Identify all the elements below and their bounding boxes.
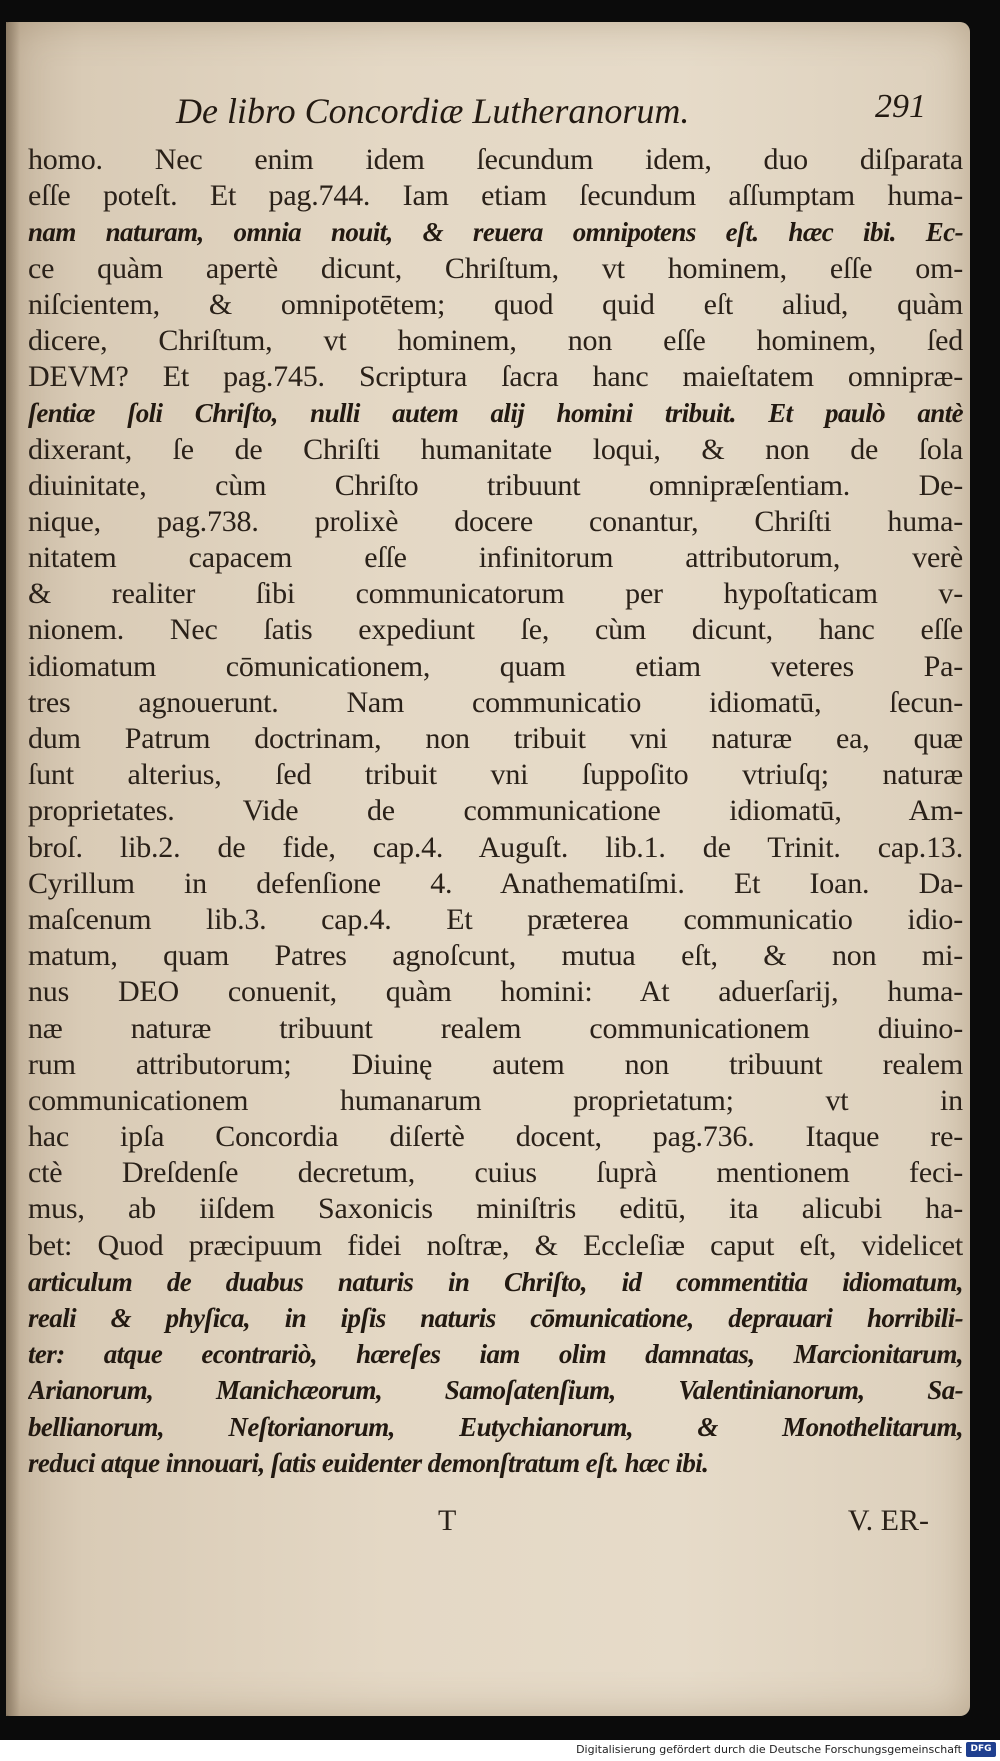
text-line: eſſe poteſt. Et pag.744. Iam etiam ſecundum aſſumptam huma- <box>28 179 963 213</box>
text-line: dum Patrum doctrinam, non tribuit vni naturæ ea, quæ <box>28 722 963 755</box>
text-line: rum attributorum; Diuinę autem non tribuunt realem <box>28 1047 963 1081</box>
text-line: diuinitate, cùm Chriſto tribuunt omnipræſentiam. De- <box>28 468 963 502</box>
text-line: proprietates. Vide de communicatione idiomatū, Am- <box>28 794 963 828</box>
text-line: niſcientem, & omnipotētem; quod quid eſt aliud, quàm <box>28 287 963 321</box>
text-line: tres agnouerunt. Nam communicatio idiomatū, ſecun- <box>28 685 963 719</box>
text-line: idiomatum cōmunicationem, quam etiam veteres Pa- <box>28 649 963 683</box>
funding-credit: Digitalisierung gefördert durch die Deutsche Forschungsgemeinschaft <box>576 1743 962 1756</box>
text-line: maſcenum lib.3. cap.4. Et præterea communicatio idio- <box>28 902 963 936</box>
text-line: broſ. lib.2. de fide, cap.4. Auguſt. lib.1. de Trinit. cap.13. <box>28 830 963 864</box>
text-line: dicere, Chriſtum, vt hominem, non eſſe hominem, ſed <box>28 323 963 357</box>
text-line: reali & phyſica, in ipſis naturis cōmunicatione, deprauari horribili- <box>28 1303 963 1333</box>
text-line: communicationem humanarum proprietatum; vt in <box>28 1083 963 1117</box>
text-line: bet: Quod præcipuum fidei noſtræ, & Eccleſiæ caput eſt, videlicet <box>28 1228 963 1262</box>
text-line: ſunt alterius, ſed tribuit vni ſuppoſito vtriuſq; naturæ <box>28 758 963 792</box>
text-line: mus, ab iiſdem Saxonicis miniſtris editū, ita alicubi ha- <box>28 1192 963 1226</box>
text-line: ſentiæ ſoli Chriſto, nulli autem alij homini tribuit. Et paulò antè <box>28 398 963 429</box>
digitization-footer <box>0 1740 1000 1761</box>
text-line: nionem. Nec ſatis expediunt ſe, cùm dicunt, hanc eſſe <box>28 613 963 647</box>
catchword: V. ER- <box>847 1504 929 1537</box>
signature-mark: T <box>438 1504 457 1537</box>
dfg-logo: DFG <box>966 1742 996 1757</box>
text-line: bellianorum, Neſtorianorum, Eutychianorum, & Monothelitarum, <box>28 1411 963 1442</box>
text-line: næ naturæ tribuunt realem communicationem diuino- <box>28 1011 963 1045</box>
running-title: De libro Concordiæ Lutheranorum. <box>176 91 690 131</box>
text-line: hac ipſa Concordia diſertè docent, pag.736. Itaque re- <box>28 1120 963 1154</box>
text-line: dixerant, ſe de Chriſti humanitate loqui, & non de ſola <box>28 432 963 466</box>
page-footer-line <box>28 1504 963 1544</box>
text-line: matum, quam Patres agnoſcunt, mutua eſt, & non mi- <box>28 939 963 973</box>
text-line: DEVM? Et pag.745. Scriptura ſacra hanc maieſtatem omnipræ- <box>28 360 963 394</box>
text-line: nam naturam, omnia nouit, & reuera omnipotens eſt. hæc ibi. Ec- <box>28 217 963 248</box>
text-line: nitatem capacem eſſe infinitorum attributorum, verè <box>28 541 963 575</box>
text-line: reduci atque innouari, ſatis euidenter demonſtratum eſt. hæc ibi. <box>28 1447 709 1478</box>
text-line: ce quàm apertè dicunt, Chriſtum, vt hominem, eſſe om- <box>28 251 963 285</box>
text-line: nique, pag.738. prolixè docere conantur, Chriſti huma- <box>28 504 963 538</box>
text-line: ctè Dreſdenſe decretum, cuius ſuprà mentionem feci- <box>28 1156 963 1190</box>
text-line: nus DEO conuenit, quàm homini: At aduerſarij, huma- <box>28 975 963 1009</box>
page-gutter-shadow <box>6 22 20 1716</box>
text-line: articulum de duabus naturis in Chriſto, id commentitia idiomatum, <box>28 1266 963 1297</box>
text-line: Cyrillum in defenſione 4. Anathematiſmi. Et Ioan. Da- <box>28 866 963 900</box>
page-number: 291 <box>875 88 926 125</box>
body-text <box>28 142 963 1481</box>
page-header <box>166 84 936 144</box>
book-page <box>6 22 970 1716</box>
text-line: & realiter ſibi communicatorum per hypoſtaticam v- <box>28 577 963 611</box>
text-line: ter: atque econtrariò, hæreſes iam olim damnatas, Marcionitarum, <box>28 1339 963 1370</box>
text-line: Arianorum, Manichæorum, Samoſatenſium, Valentinianorum, Sa- <box>28 1375 963 1406</box>
text-line: homo. Nec enim idem ſecundum idem, duo diſparata <box>28 143 963 176</box>
